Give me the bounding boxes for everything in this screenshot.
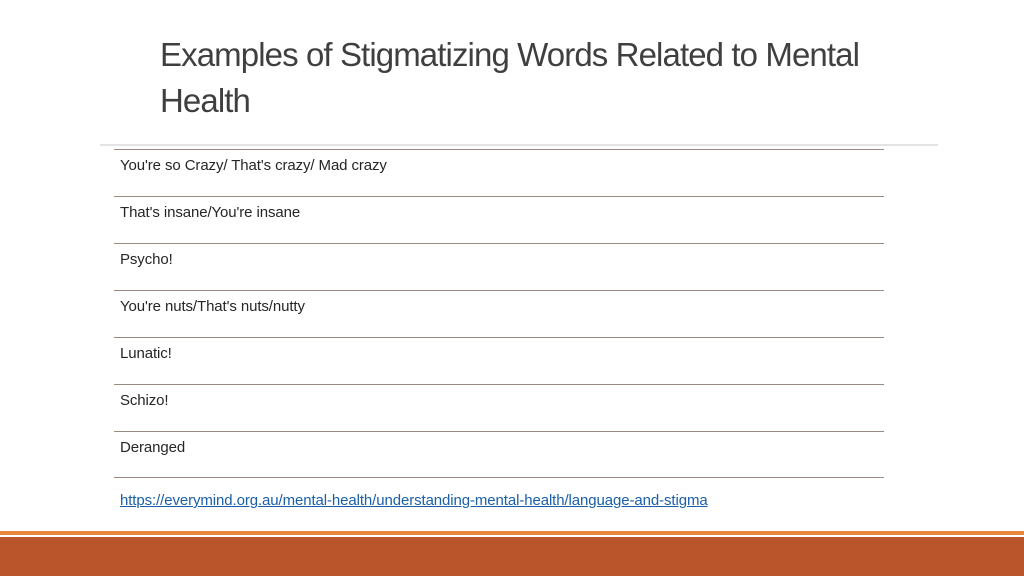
- table-row: Schizo!: [114, 384, 884, 431]
- source-link[interactable]: https://everymind.org.au/mental-health/understanding-mental-health/language-and-stigma: [120, 492, 708, 509]
- stigmatizing-words-table: [114, 149, 884, 478]
- table-row: That's insane/You're insane: [114, 196, 884, 243]
- table-row: You're nuts/That's nuts/nutty: [114, 290, 884, 337]
- table-row: You're so Crazy/ That's crazy/ Mad crazy: [114, 149, 884, 196]
- table-row: Lunatic!: [114, 337, 884, 384]
- title-divider: [100, 144, 938, 146]
- slide-title: Examples of Stigmatizing Words Related to Mental Health: [160, 36, 860, 119]
- footer-band: [0, 537, 1024, 576]
- footer-accent-stripe: [0, 531, 1024, 535]
- table-row: Psycho!: [114, 243, 884, 290]
- table-row: Deranged: [114, 431, 884, 478]
